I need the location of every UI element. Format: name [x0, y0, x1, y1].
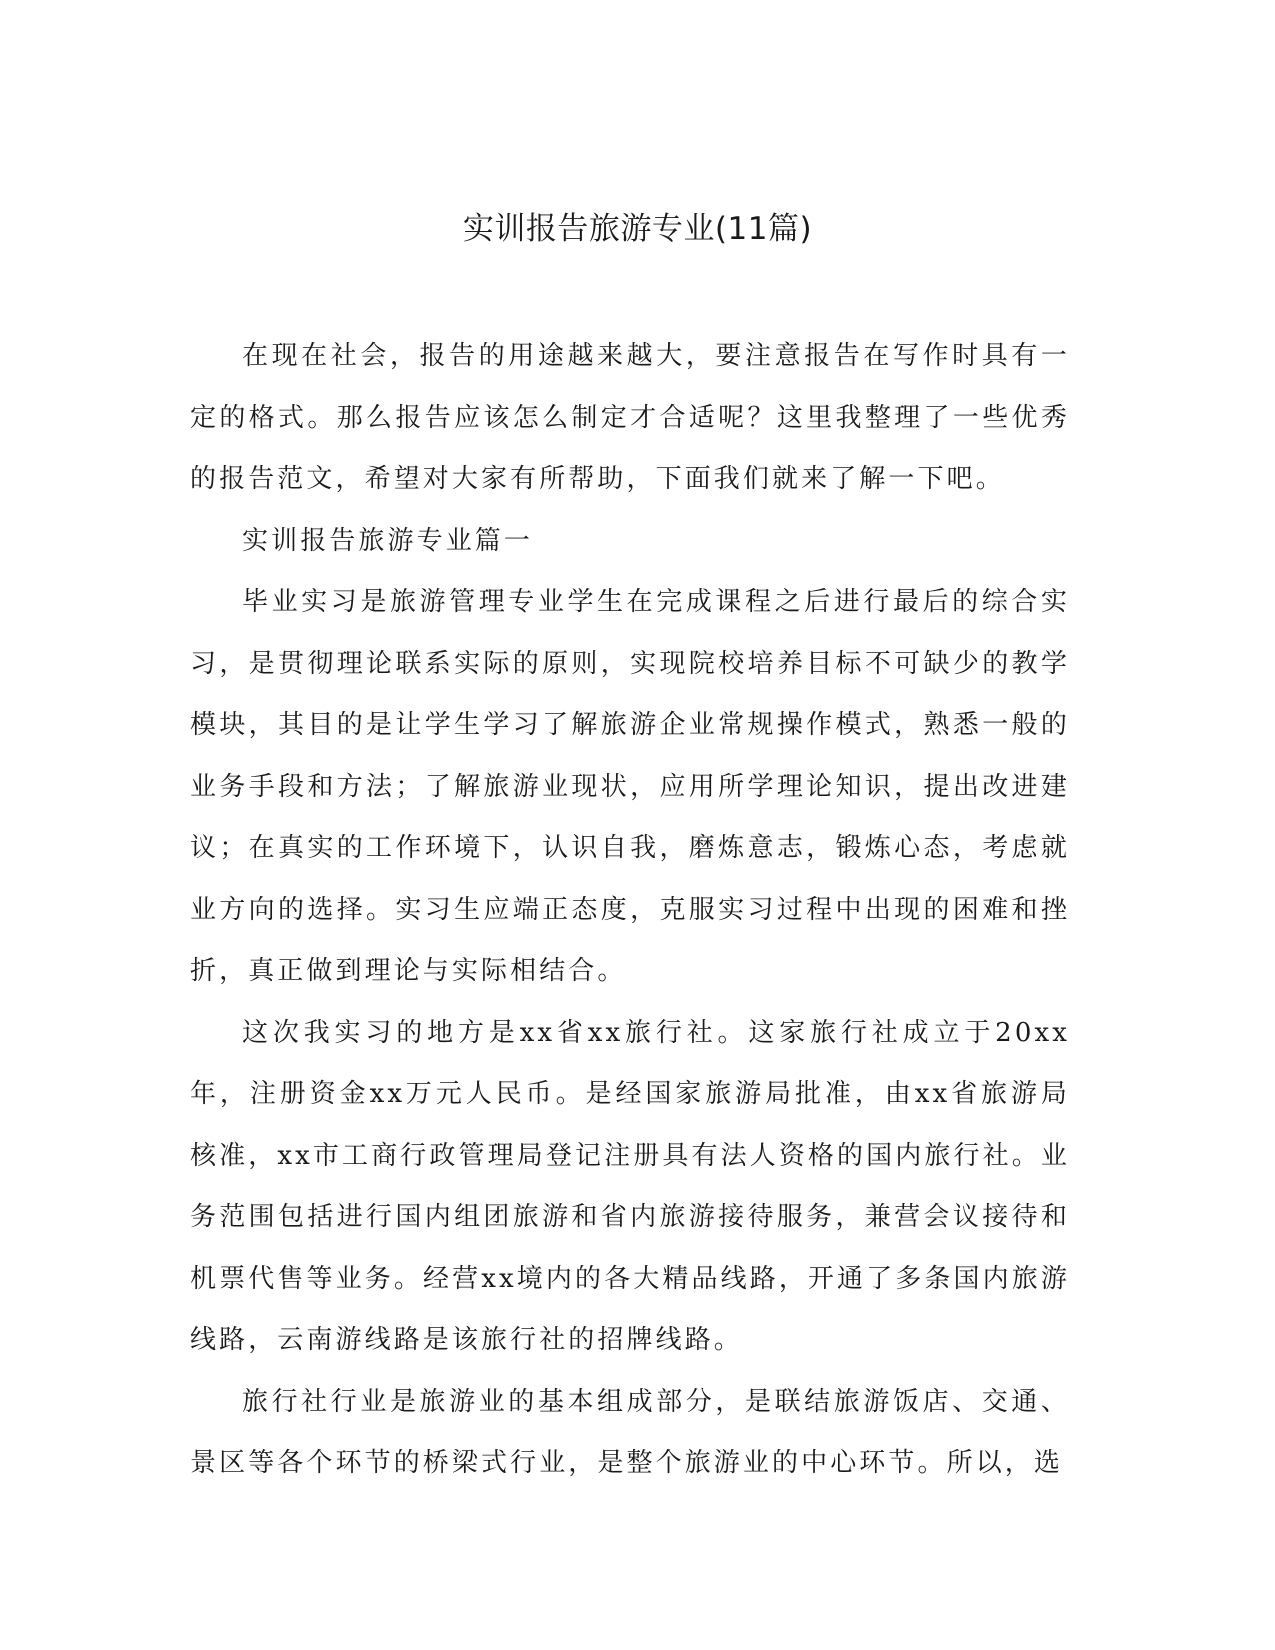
- section-heading: 实训报告旅游专业篇一: [242, 525, 534, 556]
- body-paragraph: 旅行社行业是旅游业的基本组成部分，是联结旅游饭店、交通、景区等各个环节的桥梁式行业，是整个旅游业的中心环节。所以，选: [190, 1386, 1070, 1478]
- document-body: [190, 326, 1070, 1495]
- intro-paragraph: 在现在社会，报告的用途越来越大，要注意报告在写作时具有一定的格式。那么报告应该怎么制定才合适呢？这里我整理了一些优秀的报告范文，希望对大家有所帮助，下面我们就来了解一下吧。: [190, 341, 1070, 494]
- document-title: 实训报告旅游专业(11篇): [462, 211, 813, 247]
- body-paragraph: 这次我实习的地方是xx省xx旅行社。这家旅行社成立于20xx年，注册资金xx万元人民币。是经国家旅游局批准，由xx省旅游局核准，xx市工商行政管理局登记注册具有法人资格的国内旅行社。业务范围包括进行国内组团旅游和省内旅游接待服务，兼营会议接待和机票代售等业务。经营xx境内的各大精品线路，开通了多条国内旅游线路，云南游线路是该旅行社的招牌线路。: [190, 1017, 1070, 1355]
- body-paragraph: 毕业实习是旅游管理专业学生在完成课程之后进行最后的综合实习，是贯彻理论联系实际的原则，实现院校培养目标不可缺少的教学模块，其目的是让学生学习了解旅游企业常规操作模式，熟悉一般的业务手段和方法；了解旅游业现状，应用所学理论知识，提出改进建议；在真实的工作环境下，认识自我，磨炼意志，锻炼心态，考虑就业方向的选择。实习生应端正态度，克服实习过程中出现的困难和挫折，真正做到理论与实际相结合。: [190, 587, 1070, 986]
